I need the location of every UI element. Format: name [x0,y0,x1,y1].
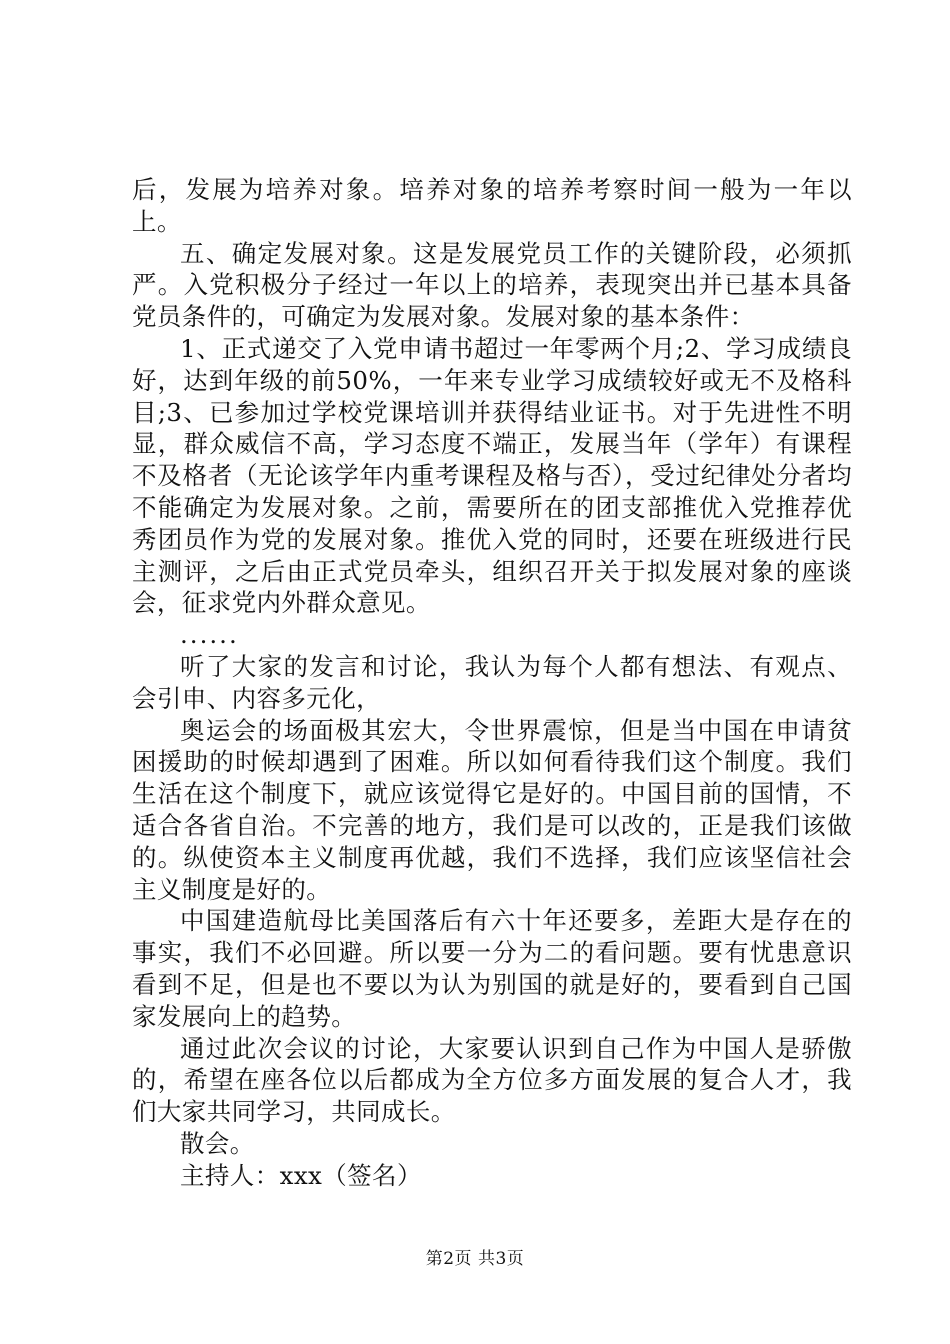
paragraph-continuation: 后，发展为培养对象。培养对象的培养考察时间一般为一年以上。 [132,175,852,236]
paragraph-carrier: 中国建造航母比美国落后有六十年还要多，差距大是存在的事实，我们不必回避。所以要一分为二的看问题。要有忧患意识看到不足，但是也不要以为认为别国的就是好的，要看到自己国家发展向上的趋势。 [132,906,852,1031]
ellipsis-separator: ...... [180,620,239,650]
paragraph-discussion: 听了大家的发言和讨论，我认为每个人都有想法、有观点、会引申、内容多元化， [132,651,852,713]
page-number-footer: 第2页 共3页 [425,1249,525,1269]
paragraph-section-five: 五、确定发展对象。这是发展党员工作的关键阶段，必须抓严。入党积极分子经过一年以上的培养，表现突出并已基本具备党员条件的，可确定为发展对象。发展对象的基本条件： [132,238,852,332]
document-body [132,174,852,1192]
paragraph-conclusion: 通过此次会议的讨论，大家要认识到自己作为中国人是骄傲的，希望在座各位以后都成为全方位多方面发展的复合人才，我们大家共同学习，共同成长。 [132,1033,852,1127]
paragraph-conditions: 1、正式递交了入党申请书超过一年零两个月;2、学习成绩良好，达到年级的前50%，一年来专业学习成绩较好或无不及格科目;3、已参加过学校党课培训并获得结业证书。对于先进性不明显，群众威信不高，学习态度不端正，发展当年（学年）有课程不及格者（无论该学年内重考课程及格与否），受过纪律处分者均不能确定为发展对象。之前，需要所在的团支部推优入党推荐优秀团员作为党的发展对象。推优入党的同时，还要在班级进行民主测评，之后由正式党员牵头，组织召开关于拟发展对象的座谈会，征求党内外群众意见。 [132,333,852,618]
paragraph-host-signature: 主持人：xxx（签名） [180,1160,422,1190]
paragraph-adjourn: 散会。 [180,1128,255,1158]
paragraph-olympics: 奥运会的场面极其宏大，令世界震惊，但是当中国在申请贫困援助的时候却遇到了困难。所以如何看待我们这个制度。我们生活在这个制度下，就应该觉得它是好的。中国目前的国情，不适合各省自治。不完善的地方，我们是可以改的，正是我们该做的。纵使资本主义制度再优越，我们不选择，我们应该坚信社会主义制度是好的。 [132,715,852,904]
